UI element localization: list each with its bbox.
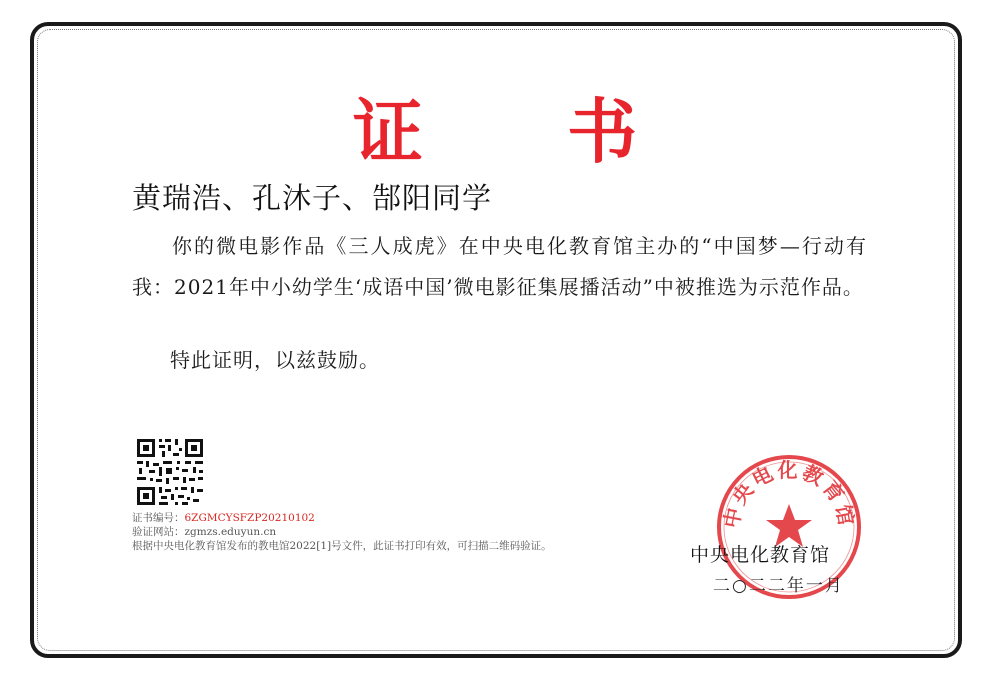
- verify-website-value[interactable]: zgmzs.eduyun.cn: [184, 526, 277, 538]
- verify-website-label: 验证网站：: [132, 526, 185, 538]
- issue-date: 二○二二年一月: [713, 576, 844, 596]
- certificate-number-line: [132, 511, 552, 525]
- recipient-names: 黄瑞浩、孔沐子、郜阳同学: [132, 181, 493, 215]
- issuer-name: 中央电化教育馆: [690, 544, 831, 566]
- certificate-title: 证 书: [352, 90, 698, 173]
- certificate-number-label: 证书编号：: [132, 512, 185, 524]
- certificate-closing: 特此证明，以兹鼓励。: [170, 348, 380, 372]
- certificate-body: 你的微电影作品《三人成虎》在中央电化教育馆主办的“中国梦—行动有我：2021年中小幼学生‘成语中国’微电影征集展播活动”中被推选为示范作品。: [132, 234, 867, 299]
- seal-text: 中央电化教育馆: [719, 457, 859, 530]
- qr-code-icon[interactable]: [135, 437, 205, 507]
- certificate-meta: [132, 511, 552, 553]
- certificate-number-value: 6ZGMCYSFZP20210102: [184, 512, 315, 524]
- verification-note: 根据中央电化教育馆发布的教电馆2022[1]号文件，此证书打印有效，可扫描二维码验证。: [132, 540, 552, 552]
- verify-website-line: [132, 525, 552, 539]
